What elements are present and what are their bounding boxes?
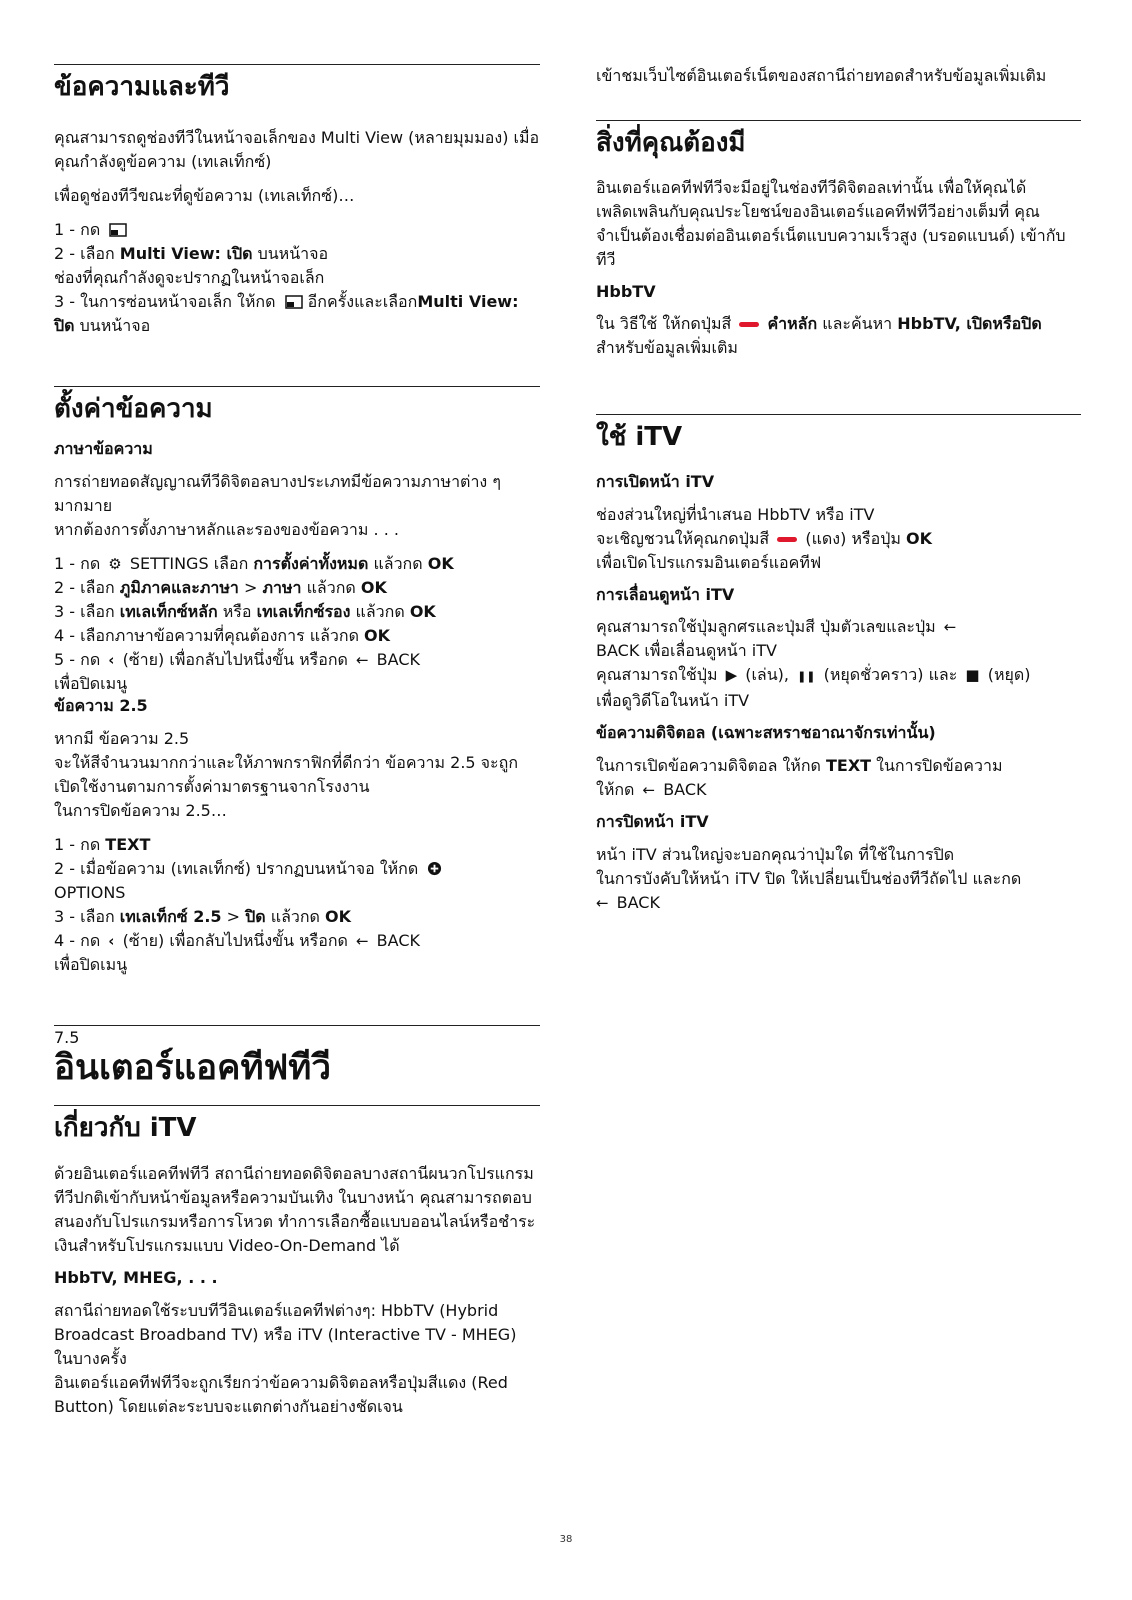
paragraph xyxy=(596,754,1081,802)
step-text: แล้วกด xyxy=(350,601,410,621)
text: (เล่น), xyxy=(740,665,789,685)
step-text: 5 - กด xyxy=(54,649,101,669)
subsection-title: ภาษาข้อความ xyxy=(54,439,153,458)
paragraph xyxy=(596,843,1081,915)
paragraph: ในการปิดข้อความ 2.5… xyxy=(54,800,227,820)
step-highlight: ปิด xyxy=(245,906,266,926)
step-text: แล้วกด xyxy=(368,553,428,573)
step-highlight: Multi View: ปิด xyxy=(54,291,519,335)
paragraph: การถ่ายทอดสัญญาณทีวีดิจิตอลบางประเภทมีข้อความภาษาต่าง ๆ มากมาย xyxy=(54,471,501,515)
back-arrow-icon: ← xyxy=(356,931,369,950)
back-arrow-icon: ← xyxy=(642,781,656,800)
text: ใน วิธีใช้ ให้กดปุ่มสี xyxy=(596,314,732,334)
step-text: หรือ xyxy=(217,601,257,621)
step-text: 2 - เลือก xyxy=(54,243,120,263)
step-2 xyxy=(54,576,540,600)
text-highlight: HbbTV, เปิดหรือปิด xyxy=(897,314,1042,334)
section-text-setup xyxy=(54,386,540,977)
step-text: 3 - เลือก xyxy=(54,601,120,621)
step-text: (ซ้าย) เพื่อกลับไปหนึ่งขั้น หรือกด xyxy=(117,930,348,950)
gear-icon: ⚙ xyxy=(108,554,122,573)
text: BACK xyxy=(611,892,660,912)
section-text-and-tv xyxy=(54,64,540,338)
step-highlight: OK xyxy=(325,906,352,926)
left-column xyxy=(54,0,540,1419)
section-what-you-need xyxy=(596,120,1081,360)
step-text: 3 - เลือก xyxy=(54,906,120,926)
text: (แดง) หรือปุ่ม xyxy=(800,528,906,548)
multiview-icon xyxy=(285,295,303,309)
step-list xyxy=(54,552,540,696)
step-highlight: การตั้งค่าทั้งหมด xyxy=(253,553,369,573)
subsection-title: ข้อความ 2.5 xyxy=(54,695,148,715)
text: ในการปิดข้อความ xyxy=(871,756,1003,776)
chapter-number: 7.5 xyxy=(54,1027,80,1047)
step-4 xyxy=(54,929,540,977)
step-text: แล้วกด xyxy=(301,577,361,597)
text-highlight: OK xyxy=(905,528,932,548)
step-1 xyxy=(54,833,540,857)
step-highlight: ภาษา xyxy=(262,577,302,597)
paragraph xyxy=(596,312,1081,360)
text: คุณสามารถใช้ปุ่ม xyxy=(596,665,718,685)
paragraph: ด้วยอินเตอร์แอคทีฟทีวี สถานีถ่ายทอดดิจิตอลบางสถานีผนวกโปรแกรมทีวีปกติเข้ากับหน้าข้อมูลหรือความบันเทิง ในบางหน้า คุณสามารถตอบสนองกับโปรแกรมหรือการโหวต ทำการเลือกซื้อแบบออนไลน์หรือชำระเงินสำหรับโปรแกรมแบบ Video-On-Demand ได้ xyxy=(54,1164,536,1256)
step-text: 1 - กด xyxy=(54,553,101,573)
multiview-icon xyxy=(109,223,127,237)
step-text: 2 - เมื่อข้อความ (เทเลเท็กซ์) ปรากฏบนหน้าจอ ให้กด xyxy=(54,858,419,878)
paragraph: หากมี ข้อความ 2.5 xyxy=(54,728,190,748)
paragraph: เพื่อดูช่องทีวีขณะที่ดูข้อความ (เทเลเท็กซ์)… xyxy=(54,185,355,205)
step-highlight: TEXT xyxy=(105,834,151,854)
text: BACK xyxy=(658,780,707,800)
step-highlight: เทเลเท็กซ์หลัก xyxy=(119,601,218,621)
red-button-icon xyxy=(739,322,759,327)
step-text: อีกครั้งและเลือก xyxy=(302,291,418,311)
step-4 xyxy=(54,624,540,648)
section-use-itv xyxy=(596,414,1081,915)
paragraph: คุณสามารถดูช่องทีวีในหน้าจอเล็กของ Multi View (หลายมุมมอง) เมื่อคุณกำลังดูข้อความ (เทเลเท็กซ์) xyxy=(54,127,540,171)
back-arrow-icon: ← xyxy=(943,618,957,637)
step-3 xyxy=(54,290,540,338)
step-highlight: OK xyxy=(409,601,436,621)
step-text: OPTIONS xyxy=(54,882,126,902)
chapter-title: อินเตอร์แอคทีฟทีวี xyxy=(54,1047,332,1088)
step-text: บนหน้าจอ xyxy=(252,243,329,263)
back-arrow-icon: ← xyxy=(356,650,369,669)
text: ในการบังคับให้หน้า iTV ปิด ให้เปลี่ยนเป็นช่องทีวีถัดไป และกด xyxy=(596,868,1022,888)
stop-icon: ■ xyxy=(965,666,980,685)
section-title: สิ่งที่คุณต้องมี xyxy=(596,128,746,158)
section-title: ตั้งค่าข้อความ xyxy=(54,393,213,424)
step-1 xyxy=(54,552,540,576)
step-3 xyxy=(54,905,540,929)
text: เพื่อดูวิดีโอในหน้า iTV xyxy=(596,691,750,711)
subsection-title: HbbTV, MHEG, . . . xyxy=(54,1268,218,1288)
subsection-title: ข้อความดิจิตอล (เฉพาะสหราชอาณาจักรเท่านั้น) xyxy=(596,723,936,743)
chapter-interactive-tv xyxy=(54,1025,540,1089)
step-highlight: OK xyxy=(427,553,454,573)
step-text: 4 - กด xyxy=(54,930,101,950)
text-highlight: TEXT xyxy=(825,756,872,776)
play-icon: ▶ xyxy=(725,666,738,685)
chevron-left-icon: ‹ xyxy=(108,650,115,669)
paragraph xyxy=(596,615,1081,713)
text: สำหรับข้อมูลเพิ่มเติม xyxy=(596,338,738,358)
paragraph: หากต้องการตั้งภาษาหลักและรองของข้อความ . . . xyxy=(54,519,399,539)
step-text: 2 - เลือก xyxy=(54,577,120,597)
step-3 xyxy=(54,600,540,624)
step-text: BACK xyxy=(371,649,420,669)
text: ในการเปิดข้อความดิจิตอล ให้กด xyxy=(596,756,826,776)
step-highlight: เทเลเท็กซ์ 2.5 xyxy=(119,906,222,926)
back-arrow-icon: ← xyxy=(596,893,609,912)
step-highlight: OK xyxy=(360,577,387,597)
paragraph: อินเตอร์แอคทีฟทีวีจะถูกเรียกว่าข้อความดิจิตอลหรือปุ่มสีแดง (Red Button) โดยแต่ละระบบจะแตกต่างกันอย่างชัดเจน xyxy=(54,1372,508,1416)
step-text: 1 - กด xyxy=(54,219,101,239)
section-about-itv xyxy=(54,1105,540,1419)
step-highlight: เทเลเท็กซ์รอง xyxy=(256,601,351,621)
step-2 xyxy=(54,857,540,905)
step-text: แล้วกด xyxy=(265,906,326,926)
step-text: เพื่อปิดเมนู xyxy=(54,954,128,974)
chevron-left-icon: ‹ xyxy=(108,931,115,950)
paragraph: เข้าชมเว็บไซต์อินเตอร์เน็ตของสถานีถ่ายทอดสำหรับข้อมูลเพิ่มเติม xyxy=(596,66,1047,85)
text-highlight: คำหลัก xyxy=(767,314,818,334)
paragraph: อินเตอร์แอคทีฟทีวีจะมีอยู่ในช่องทีวีดิจิตอลเท่านั้น เพื่อให้คุณได้เพลิดเพลินกับคุณประโยชน์ของอินเตอร์แอคทีฟทีวีอย่างเต็มที่ คุณจำเป็นต้องเชื่อมต่ออินเตอร์เน็ตแบบความเร็วสูง (บรอดแบนด์) เข้ากับทีวี xyxy=(596,177,1066,269)
section-title: เกี่ยวกับ iTV xyxy=(54,1112,197,1143)
paragraph: สถานีถ่ายทอดใช้ระบบทีวีอินเตอร์แอคทีฟต่างๆ: HbbTV (Hybrid Broadcast Broadband TV) หรือ iTV (Interactive TV - MHEG) ในบางครั้ง xyxy=(54,1300,517,1368)
subsection-title: HbbTV xyxy=(596,281,656,301)
red-button-icon xyxy=(777,537,797,542)
step-list xyxy=(54,833,540,977)
text: ให้กด xyxy=(596,780,635,800)
step-text: SETTINGS เลือก xyxy=(124,553,254,573)
text: (หยุดชั่วคราว) และ xyxy=(818,665,958,685)
subsection-title: การเปิดหน้า iTV xyxy=(596,471,715,491)
step-text: 4 - เลือกภาษาข้อความที่คุณต้องการ แล้วกด xyxy=(54,625,365,645)
subsection-title: การเลื่อนดูหน้า iTV xyxy=(596,584,735,604)
text: ช่องส่วนใหญ่ที่นำเสนอ HbbTV หรือ iTV xyxy=(596,504,875,524)
step-text: (ซ้าย) เพื่อกลับไปหนึ่งขั้น หรือกด xyxy=(117,649,348,669)
step-2 xyxy=(54,242,540,290)
text: เพื่อเปิดโปรแกรมอินเตอร์แอคทีฟ xyxy=(596,552,822,572)
text: และค้นหา xyxy=(817,314,898,334)
step-5 xyxy=(54,648,540,696)
options-icon xyxy=(427,861,442,876)
step-highlight: ภูมิภาคและภาษา xyxy=(119,577,239,597)
step-highlight: OK xyxy=(364,625,391,645)
section-title: ข้อความและทีวี xyxy=(54,72,230,102)
text: BACK เพื่อเลื่อนดูหน้า iTV xyxy=(596,641,777,661)
step-text: 3 - ในการซ่อนหน้าจอเล็ก ให้กด xyxy=(54,291,276,311)
section-title: ใช้ iTV xyxy=(596,422,683,453)
step-text: > xyxy=(238,577,263,597)
right-column xyxy=(596,0,1081,915)
step-list xyxy=(54,218,540,338)
step-highlight: Multi View: เปิด xyxy=(119,243,253,263)
text: หน้า iTV ส่วนใหญ่จะบอกคุณว่าปุ่มใด ที่ใช้ในการปิด xyxy=(596,844,955,864)
text: จะเชิญชวนให้คุณกดปุ่มสี xyxy=(596,528,770,548)
step-text: > xyxy=(221,906,246,926)
text: (หยุด) xyxy=(982,665,1031,685)
pause-icon: ❚❚ xyxy=(797,670,816,684)
paragraph xyxy=(596,503,1081,575)
text: คุณสามารถใช้ปุ่มลูกศรและปุ่มสี ปุ่มตัวเลขและปุ่ม xyxy=(596,617,936,637)
paragraph: จะให้สีจำนวนมากกว่าและให้ภาพกราฟิกที่ดีกว่า ข้อความ 2.5 จะถูกเปิดใช้งานตามการตั้งค่ามาตรฐานจากโรงงาน xyxy=(54,752,519,796)
step-text: เพื่อปิดเมนู xyxy=(54,673,128,693)
step-1 xyxy=(54,218,540,242)
step-text: BACK xyxy=(371,930,420,950)
step-text: บนหน้าจอ xyxy=(74,315,151,335)
step-text: ช่องที่คุณกำลังดูจะปรากฏในหน้าจอเล็ก xyxy=(54,267,325,287)
page-number: 38 xyxy=(559,1534,573,1545)
step-text: 1 - กด xyxy=(54,834,106,854)
subsection-title: การปิดหน้า iTV xyxy=(596,812,709,832)
